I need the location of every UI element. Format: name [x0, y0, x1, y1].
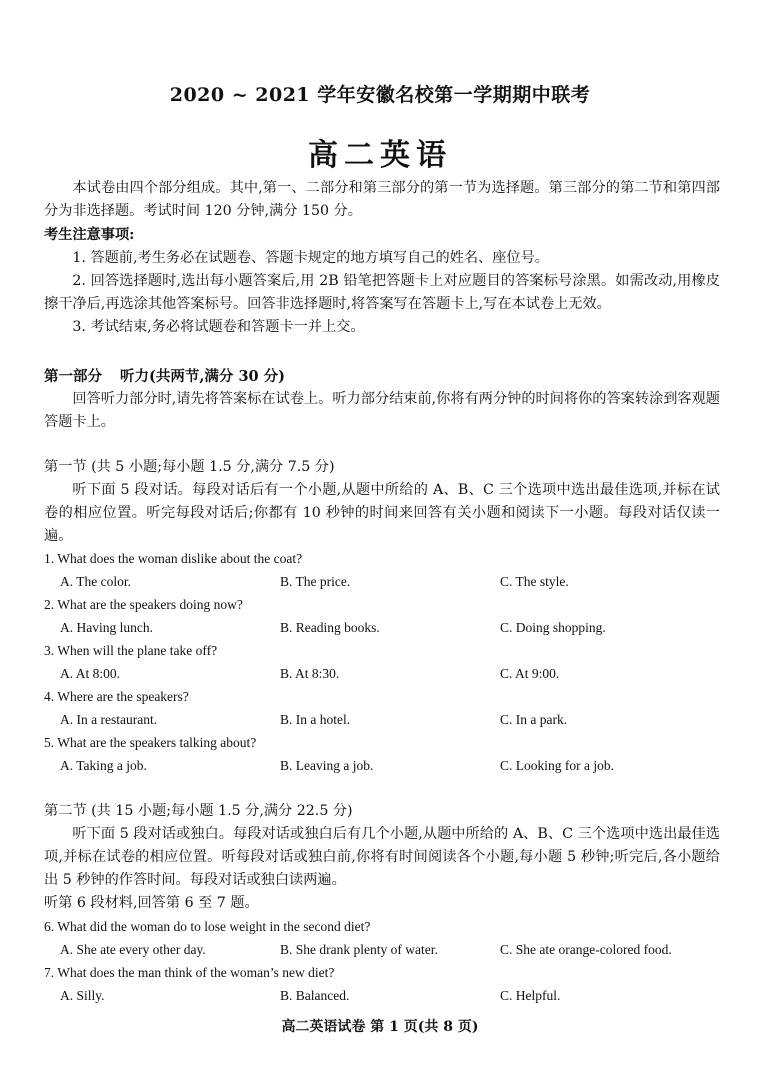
exam-title: 2020 ~ 2021 学年安徽名校第一学期期中联考 [169, 84, 591, 106]
option-5b: B. Leaving a job. [280, 758, 374, 773]
question-2: 2. What are the speakers doing now? [44, 597, 243, 612]
question-5: 5. What are the speakers talking about? [44, 735, 257, 750]
question-4: 4. Where are the speakers? [44, 689, 189, 704]
option-1a: A. The color. [60, 574, 131, 589]
question-3: 3. When will the plane take off? [44, 643, 218, 658]
material-note: 听第 6 段材料,回答第 6 至 7 题。 [44, 895, 259, 911]
option-4c: C. In a park. [500, 712, 568, 727]
option-6c: C. She ate orange-colored food. [500, 942, 672, 957]
option-7a: A. Silly. [60, 988, 105, 1003]
note-item-3: 3. 考试结束,务必将试题卷和答题卡一并上交。 [72, 319, 365, 335]
option-1c: C. The style. [500, 574, 569, 589]
question-7: 7. What does the man think of the woman’s new diet? [44, 965, 335, 980]
page-footer: 高二英语试卷 第 1 页(共 8 页) [281, 1019, 479, 1035]
option-2b: B. Reading books. [280, 620, 380, 635]
note-item-2: 2. 回答选择题时,选出每小题答案后,用 2B 铅笔把答题卡上对应题目的答案标号涂黑。如需改动,用橡皮擦干净后,再选涂其他答案标号。回答非选择题时,将答案写在答题卡上,写在本试卷上无效。 [44, 273, 720, 312]
option-5c: C. Looking for a job. [500, 758, 614, 773]
option-5a: A. Taking a job. [60, 758, 147, 773]
option-4b: B. In a hotel. [280, 712, 351, 727]
section2-instructions: 听下面 5 段对话或独白。每段对话或独白后有几个小题,从题中所给的 A、B、C 三个选项中选出最佳选项,并标在试卷的相应位置。听每段对话或独白前,你将有时间阅读各个小题,每小题 5 秒钟;听完后,各小题给出 5 秒钟的作答时间。每段对话或独白读两遍。 [44, 826, 720, 888]
option-3a: A. At 8:00. [60, 666, 121, 681]
option-7c: C. Helpful. [500, 988, 561, 1003]
option-2c: C. Doing shopping. [500, 620, 606, 635]
option-6a: A. She ate every other day. [60, 942, 206, 957]
subject-title: 高二英语 [308, 138, 452, 173]
option-6b: B. She drank plenty of water. [280, 942, 438, 957]
part1-label: 第一部分 [44, 368, 102, 385]
question-1: 1. What does the woman dislike about the coat? [44, 551, 303, 566]
question-6: 6. What did the woman do to lose weight in the second diet? [44, 919, 371, 934]
section1-instructions: 听下面 5 段对话。每段对话后有一个小题,从题中所给的 A、B、C 三个选项中选出最佳选项,并标在试卷的相应位置。听完每段对话后;你都有 10 秒钟的时间来回答有关小题和阅读下一小题。每段对话仅读一遍。 [44, 482, 720, 544]
notes-heading: 考生注意事项: [44, 227, 135, 243]
option-2a: A. Having lunch. [60, 620, 153, 635]
part1-heading [44, 365, 285, 388]
part1-instructions: 回答听力部分时,请先将答案标在试卷上。听力部分结束前,你将有两分钟的时间将你的答案转涂到客观题答题卡上。 [44, 391, 720, 430]
option-1b: B. The price. [280, 574, 351, 589]
option-4a: A. In a restaurant. [60, 712, 158, 727]
option-3c: C. At 9:00. [500, 666, 560, 681]
section2-heading: 第二节 (共 15 小题;每小题 1.5 分,满分 22.5 分) [44, 803, 353, 819]
option-3b: B. At 8:30. [280, 666, 340, 681]
intro-paragraph: 本试卷由四个部分组成。其中,第一、二部分和第三部分的第一节为选择题。第三部分的第二节和第四部分为非选择题。考试时间 120 分钟,满分 150 分。 [44, 180, 720, 219]
section1-heading: 第一节 (共 5 小题;每小题 1.5 分,满分 7.5 分) [44, 459, 335, 475]
option-7b: B. Balanced. [280, 988, 350, 1003]
note-item-1: 1. 答题前,考生务必在试题卷、答题卡规定的地方填写自己的姓名、座位号。 [72, 250, 549, 266]
part1-title: 听力(共两节,满分 30 分) [120, 368, 286, 385]
